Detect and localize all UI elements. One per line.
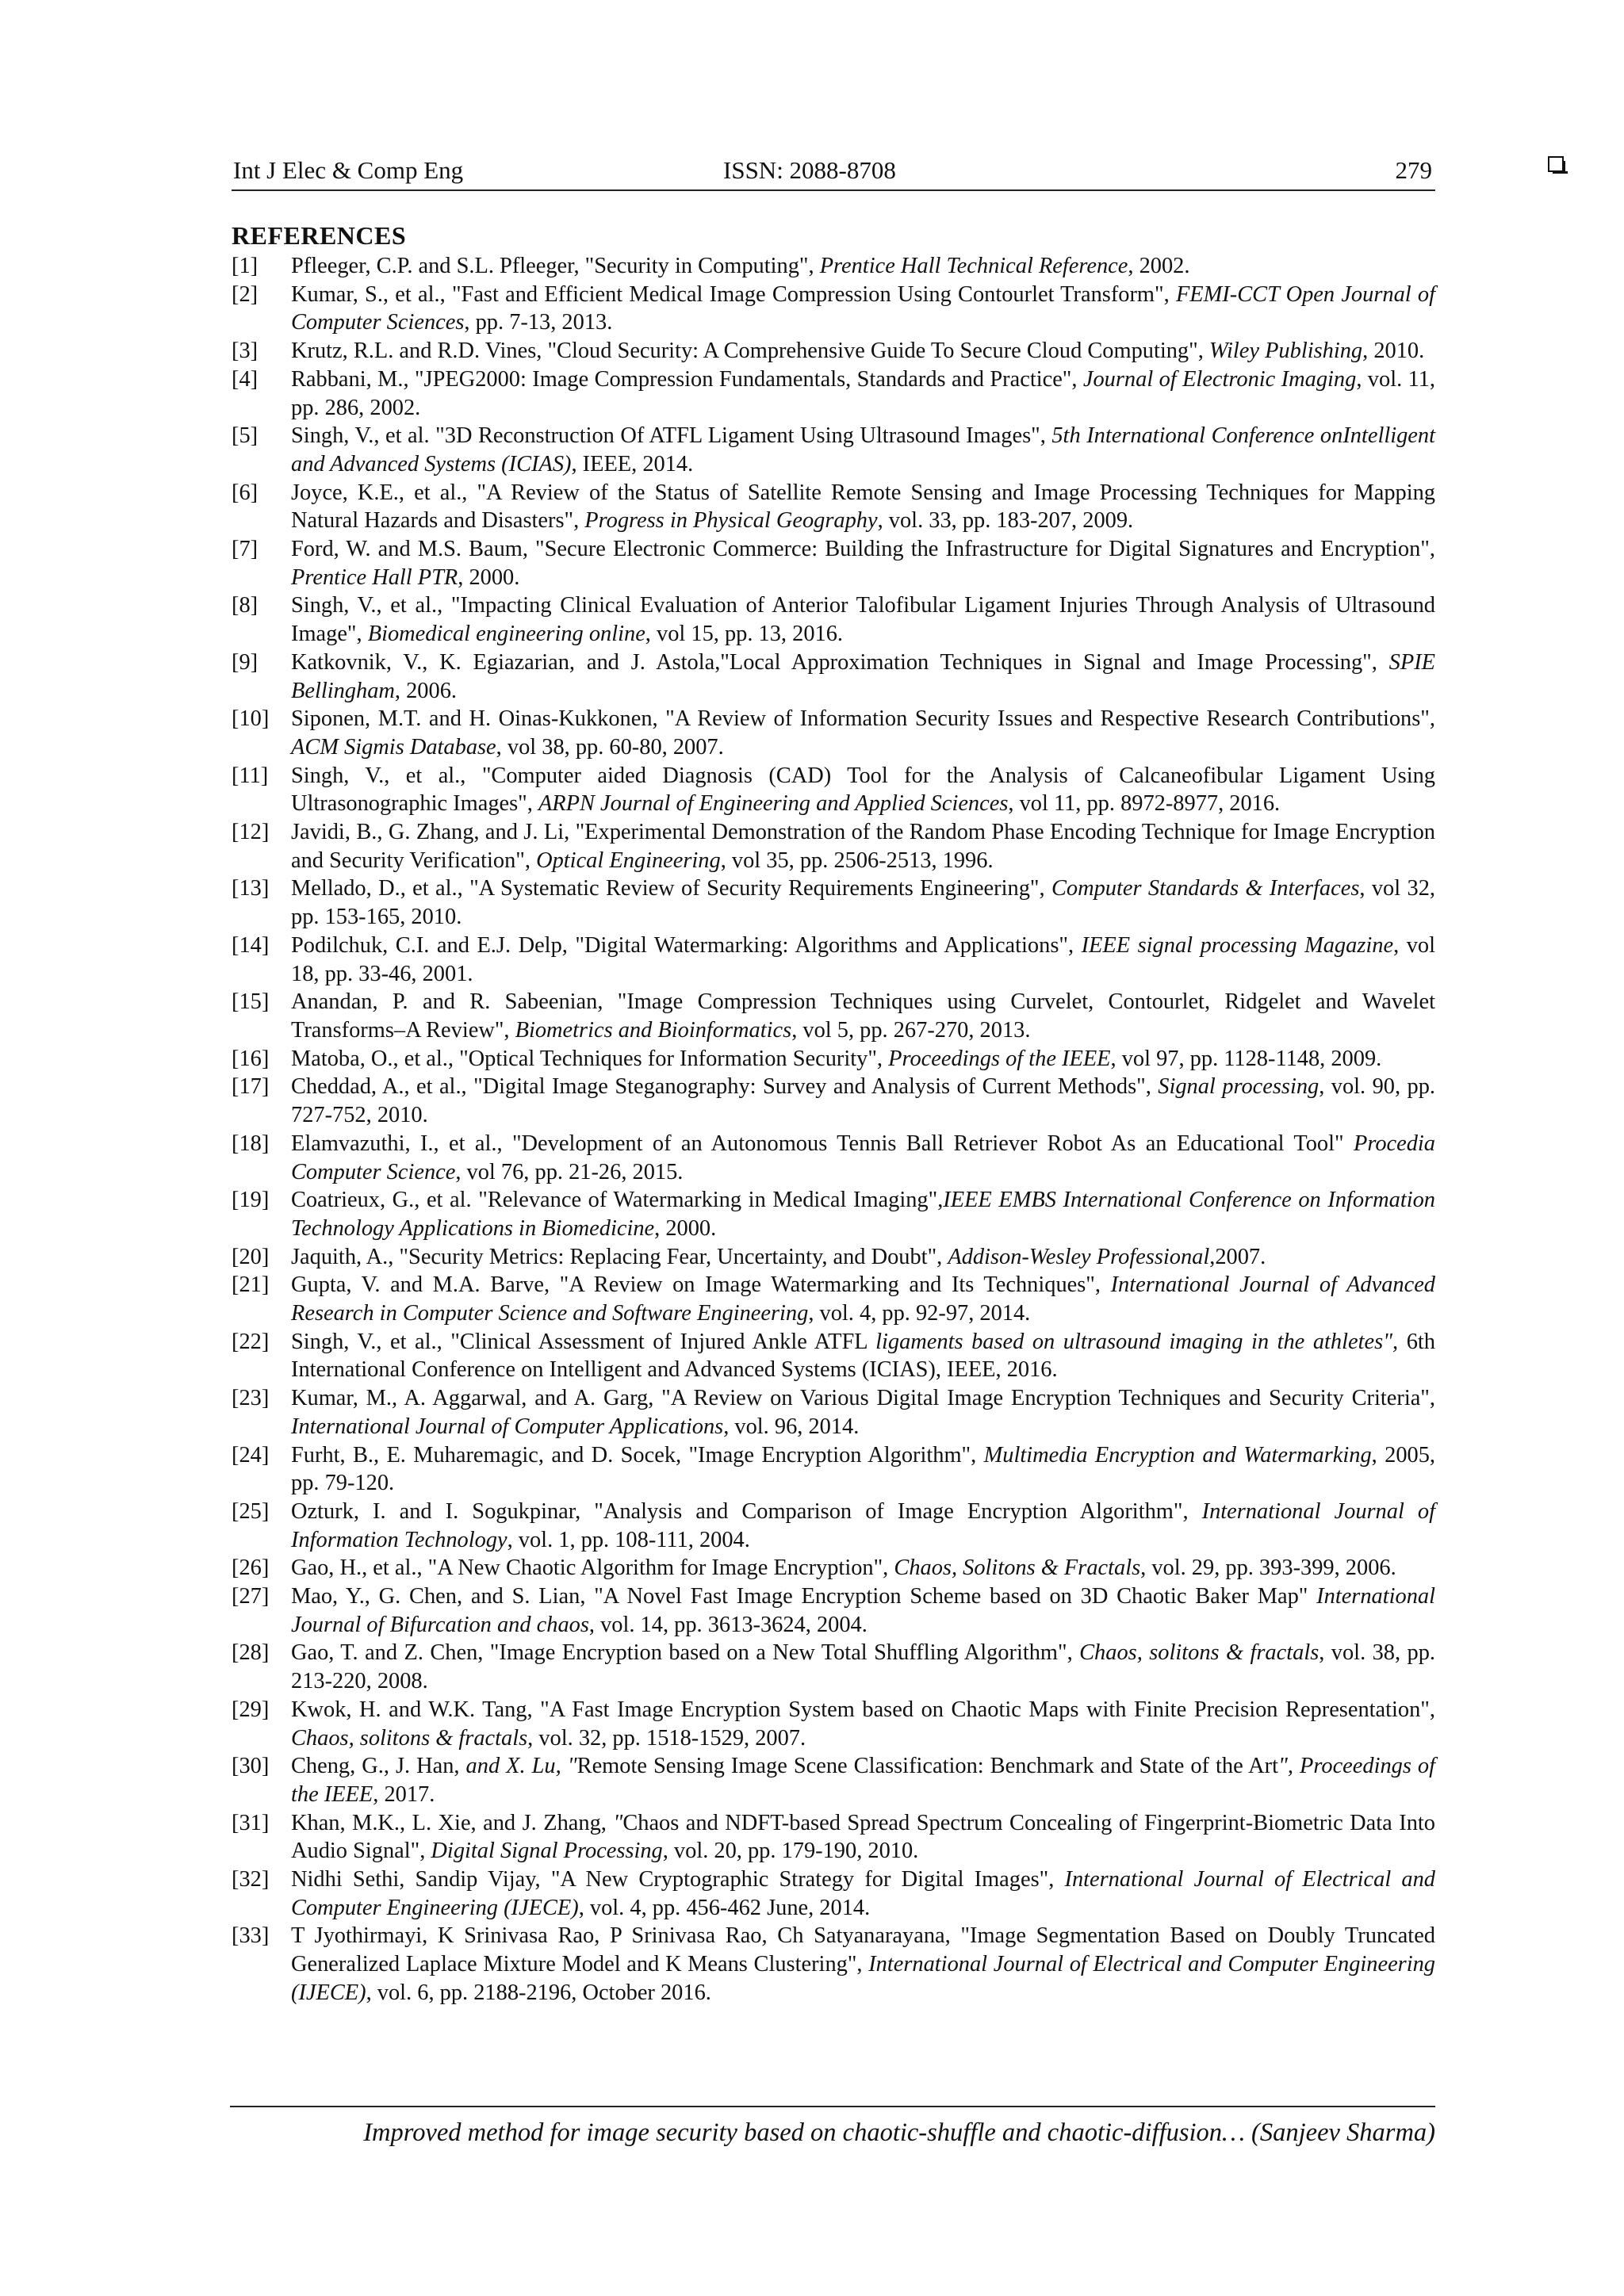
reference-text: Furht, B., E. Muharemagic, and D. Socek, "Image Encryption Algorithm", Multimedia Encryption and Watermarking, 2005, pp. 79-120.	[291, 1442, 1435, 1496]
reference-item	[232, 932, 1435, 988]
reference-item	[232, 988, 1435, 1044]
reference-number: [6]	[232, 480, 259, 505]
reference-text: Kwok, H. and W.K. Tang, "A Fast Image Encryption System based on Chaotic Maps with Finite Precision Representation", Chaos, solitons & fractals, vol. 32, pp. 1518-1529, 2007.	[291, 1697, 1435, 1751]
reference-number: [28]	[232, 1640, 270, 1666]
page-number: 279	[1395, 156, 1432, 184]
reference-number: [21]	[232, 1272, 270, 1298]
reference-item	[232, 1639, 1435, 1695]
reference-number: [22]	[232, 1329, 270, 1354]
reference-item	[232, 1809, 1435, 1866]
reference-item	[232, 535, 1435, 591]
reference-text: Gupta, V. and M.A. Barve, "A Review on Image Watermarking and Its Techniques", International Journal of Advanced Research in Computer Science and Software Engineering, vol. 4, pp. 92-97, 2014.	[291, 1272, 1435, 1326]
reference-item	[232, 818, 1435, 874]
references-heading: REFERENCES	[232, 221, 407, 250]
reference-text: Coatrieux, G., et al. "Relevance of Watermarking in Medical Imaging",IEEE EMBS International Conference on Information Technology Applications in Biomedicine, 2000.	[291, 1188, 1436, 1241]
reference-text: Matoba, O., et al., "Optical Techniques for Information Security", Proceedings of the IEEE, vol 97, pp. 1128-1148, 2009.	[291, 1046, 1382, 1071]
reference-item	[232, 1243, 1435, 1272]
reference-item	[232, 705, 1435, 761]
reference-number: [31]	[232, 1810, 270, 1835]
reference-item	[232, 1554, 1435, 1582]
reference-text: Singh, V., et al., "Computer aided Diagnosis (CAD) Tool for the Analysis of Calcaneofibular Ligament Using Ultrasonographic Images", ARPN Journal of Engineering and Applied Sciences, vol 11, pp. 8972-8977, 2016.	[291, 763, 1435, 817]
reference-number: [19]	[232, 1188, 270, 1213]
reference-number: [11]	[232, 763, 269, 788]
reference-item	[232, 252, 1435, 281]
reference-number: [16]	[232, 1046, 270, 1071]
reference-number: [1]	[232, 254, 259, 278]
reference-number: [15]	[232, 989, 270, 1015]
reference-text: Gao, T. and Z. Chen, "Image Encryption based on a New Total Shuffling Algorithm", Chaos, solitons & fractals, vol. 38, pp. 213-220, 2008.	[291, 1640, 1435, 1694]
reference-text: Pfleeger, C.P. and S.L. Pfleeger, "Security in Computing", Prentice Hall Technical Reference, 2002.	[291, 254, 1190, 278]
reference-number: [20]	[232, 1244, 270, 1269]
reference-text: Cheng, G., J. Han, and X. Lu, "Remote Sensing Image Scene Classification: Benchmark and State of the Art", Proceedings of the IEEE, 2017.	[291, 1754, 1436, 1807]
reference-item	[232, 1582, 1435, 1639]
journal-name: Int J Elec & Comp Eng	[233, 156, 464, 184]
reference-number: [32]	[232, 1867, 270, 1892]
reference-text: Nidhi Sethi, Sandip Vijay, "A New Cryptographic Strategy for Digital Images", International Journal of Electrical and Computer Engineering (IJECE), vol. 4, pp. 456-462 June, 2014.	[291, 1867, 1435, 1920]
reference-item	[232, 337, 1435, 365]
reference-number: [9]	[232, 649, 259, 675]
reference-item	[232, 1498, 1435, 1554]
reference-item	[232, 1441, 1435, 1498]
reference-text: Rabbani, M., "JPEG2000: Image Compression Fundamentals, Standards and Practice", Journal of Electronic Imaging, vol. 11, pp. 286, 2002.	[291, 366, 1436, 420]
reference-item	[232, 1696, 1435, 1752]
issn: ISSN: 2088-8708	[723, 156, 896, 184]
reference-text: Javidi, B., G. Zhang, and J. Li, "Experimental Demonstration of the Random Phase Encoding Technique for Image Encryption and Security Verification", Optical Engineering, vol 35, pp. 2506-2513, 1996.	[291, 820, 1435, 873]
reference-item	[232, 1866, 1435, 1922]
reference-text: Ozturk, I. and I. Sogukpinar, "Analysis and Comparison of Image Encryption Algorithm", International Journal of Information Technology, vol. 1, pp. 108-111, 2004.	[291, 1498, 1435, 1552]
reference-text: Mellado, D., et al., "A Systematic Review of Security Requirements Engineering", Computer Standards & Interfaces, vol 32, pp. 153-165, 2010.	[291, 876, 1435, 930]
reference-text: Singh, V., et al., "Clinical Assessment of Injured Ankle ATFL ligaments based on ultrasound imaging in the athletes", 6th International Conference on Intelligent and Advanced Systems (ICIAS), IEEE, 2016.	[291, 1329, 1435, 1383]
reference-text: Mao, Y., G. Chen, and S. Lian, "A Novel Fast Image Encryption Scheme based on 3D Chaotic Baker Map" International Journal of Bifurcation and chaos, vol. 14, pp. 3613-3624, 2004.	[291, 1584, 1435, 1637]
reference-item	[232, 1271, 1435, 1327]
reference-number: [29]	[232, 1697, 270, 1722]
reference-number: [10]	[232, 706, 270, 732]
reference-text: Siponen, M.T. and H. Oinas-Kukkonen, "A Review of Information Security Issues and Respective Research Contributions", ACM Sigmis Database, vol 38, pp. 60-80, 2007.	[291, 706, 1435, 760]
reference-number: [4]	[232, 366, 259, 392]
reference-number: [8]	[232, 593, 259, 618]
reference-text: Podilchuk, C.I. and E.J. Delp, "Digital Watermarking: Algorithms and Applications", IEEE signal processing Magazine, vol 18, pp. 33-46, 2001.	[291, 932, 1435, 986]
reference-number: [23]	[232, 1386, 270, 1411]
reference-number: [14]	[232, 932, 270, 958]
reference-number: [7]	[232, 537, 259, 562]
reference-number: [12]	[232, 820, 270, 845]
reference-number: [33]	[232, 1923, 270, 1949]
reference-number: [13]	[232, 876, 270, 901]
reference-list	[232, 252, 1435, 2007]
reference-item	[232, 365, 1435, 422]
reference-number: [17]	[232, 1074, 270, 1100]
reference-text: Elamvazuthi, I., et al., "Development of an Autonomous Tennis Ball Retriever Robot As an Educational Tool" Procedia Computer Science, vol 76, pp. 21-26, 2015.	[291, 1131, 1435, 1184]
reference-item	[232, 422, 1435, 478]
reference-text: Singh, V., et al., "Impacting Clinical Evaluation of Anterior Talofibular Ligament Injuries Through Analysis of Ultrasound Image", Biomedical engineering online, vol 15, pp. 13, 2016.	[291, 593, 1435, 647]
reference-text: Ford, W. and M.S. Baum, "Secure Electronic Commerce: Building the Infrastructure for Digital Signatures and Encryption", Prentice Hall PTR, 2000.	[291, 537, 1435, 590]
reference-number: [3]	[232, 339, 259, 364]
reference-number: [18]	[232, 1131, 270, 1156]
checkbox-square-icon	[1548, 156, 1564, 172]
page-footer: Improved method for image security based on chaotic-shuffle and chaotic-diffusion… (Sanjeev Sharma)	[230, 2106, 1435, 2148]
reference-text: Joyce, K.E., et al., "A Review of the Status of Satellite Remote Sensing and Image Processing Techniques for Mapping Natural Hazards and Disasters", Progress in Physical Geography, vol. 33, pp. 183-207, 2009.	[291, 480, 1435, 534]
reference-text: Cheddad, A., et al., "Digital Image Steganography: Survey and Analysis of Current Methods", Signal processing, vol. 90, pp. 727-752, 2010.	[291, 1074, 1436, 1128]
reference-item	[232, 1328, 1435, 1384]
reference-text: Singh, V., et al. "3D Reconstruction Of ATFL Ligament Using Ultrasound Images", 5th International Conference onIntelligent and Advanced Systems (ICIAS), IEEE, 2014.	[291, 423, 1435, 476]
reference-item	[232, 281, 1435, 337]
reference-number: [30]	[232, 1754, 270, 1779]
reference-text: Jaquith, A., "Security Metrics: Replacing Fear, Uncertainty, and Doubt", Addison-Wesley Professional,2007.	[291, 1244, 1266, 1269]
reference-item	[232, 591, 1435, 648]
reference-text: Kumar, S., et al., "Fast and Efficient Medical Image Compression Using Contourlet Transform", FEMI-CCT Open Journal of Computer Sciences, pp. 7-13, 2013.	[291, 281, 1435, 335]
reference-text: Krutz, R.L. and R.D. Vines, "Cloud Security: A Comprehensive Guide To Secure Cloud Computing", Wiley Publishing, 2010.	[291, 339, 1425, 364]
reference-number: [5]	[232, 423, 259, 449]
reference-item	[232, 1752, 1435, 1808]
reference-number: [24]	[232, 1442, 270, 1468]
reference-text: Khan, M.K., L. Xie, and J. Zhang, "Chaos and NDFT-based Spread Spectrum Concealing of Fingerprint-Biometric Data Into Audio Signal", Digital Signal Processing, vol. 20, pp. 179-190, 2010.	[291, 1810, 1436, 1864]
reference-number: [27]	[232, 1584, 270, 1609]
page-header	[232, 153, 1435, 191]
reference-item	[232, 1073, 1435, 1129]
reference-number: [2]	[232, 281, 259, 307]
reference-item	[232, 874, 1435, 931]
reference-text: T Jyothirmayi, K Srinivasa Rao, P Srinivasa Rao, Ch Satyanarayana, "Image Segmentation Based on Doubly Truncated Generalized Laplace Mixture Model and K Means Clustering", International Journal of Electrical and Computer Engineering (IJECE), vol. 6, pp. 2188-2196, October 2016.	[291, 1923, 1436, 2005]
reference-text: Anandan, P. and R. Sabeenian, "Image Compression Techniques using Curvelet, Contourlet, Ridgelet and Wavelet Transforms–A Review", Biometrics and Bioinformatics, vol 5, pp. 267-270, 2013.	[291, 989, 1435, 1043]
reference-item	[232, 1384, 1435, 1441]
reference-number: [26]	[232, 1556, 270, 1581]
reference-text: Katkovnik, V., K. Egiazarian, and J. Astola,"Local Approximation Techniques in Signal and Image Processing", SPIE Bellingham, 2006.	[291, 649, 1435, 703]
reference-item	[232, 1922, 1435, 2007]
reference-number: [25]	[232, 1498, 270, 1524]
reference-item	[232, 1186, 1435, 1242]
reference-item	[232, 762, 1435, 818]
reference-item	[232, 1130, 1435, 1186]
reference-text: Kumar, M., A. Aggarwal, and A. Garg, "A Review on Various Digital Image Encryption Techniques and Security Criteria", International Journal of Computer Applications, vol. 96, 2014.	[291, 1386, 1435, 1439]
reference-text: Gao, H., et al., "A New Chaotic Algorithm for Image Encryption", Chaos, Solitons & Fractals, vol. 29, pp. 393-399, 2006.	[291, 1556, 1396, 1581]
reference-item	[232, 1045, 1435, 1073]
reference-item	[232, 649, 1435, 705]
reference-item	[232, 479, 1435, 535]
